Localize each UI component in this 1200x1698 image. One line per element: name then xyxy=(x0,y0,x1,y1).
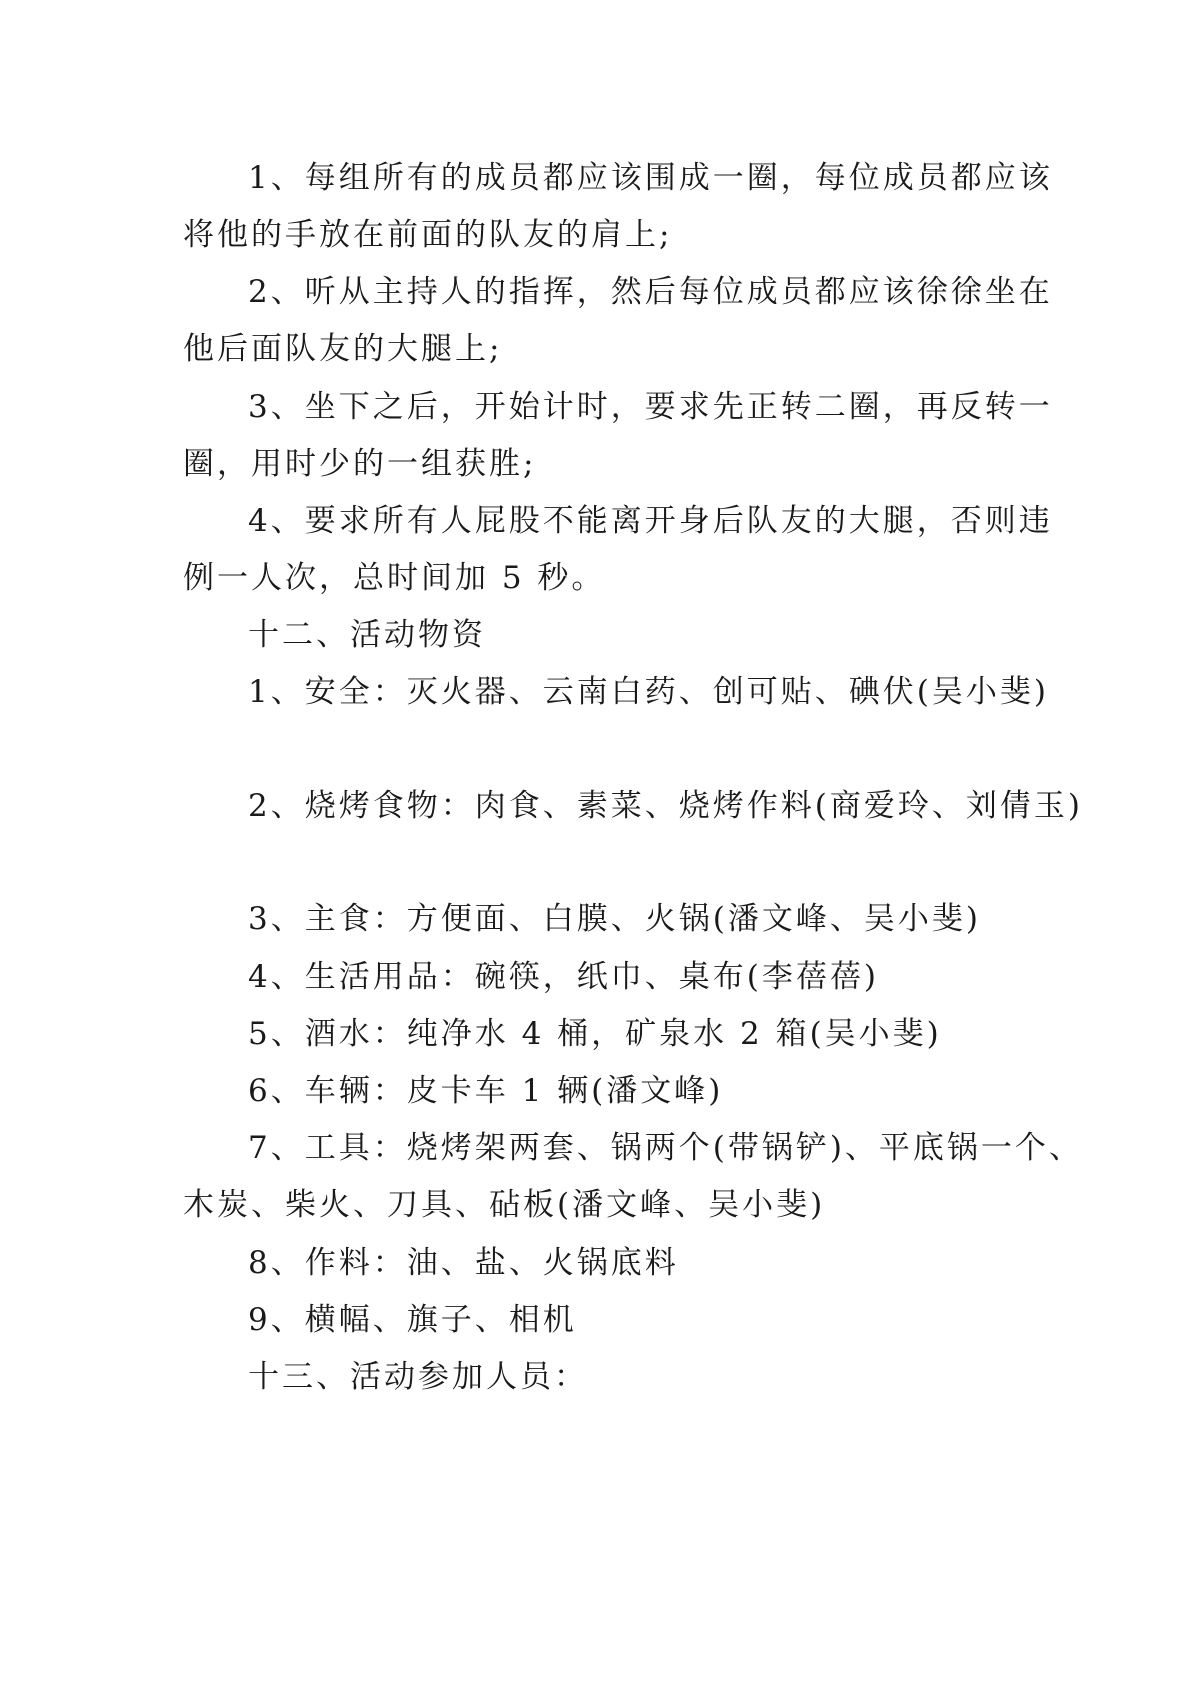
supply-item-6: 6、车辆：皮卡车 1 辆(潘文峰) xyxy=(248,1073,724,1109)
rule-4-line-2: 例一人次，总时间加 5 秒。 xyxy=(183,560,606,596)
rule-2-line-1: 2、听从主持人的指挥，然后每位成员都应该徐徐坐在 xyxy=(248,274,1053,310)
supply-item-2: 2、烧烤食物：肉食、素菜、烧烤作料(商爱玲、刘倩玉) xyxy=(248,788,1083,824)
rule-2-line-2: 他后面队友的大腿上; xyxy=(183,331,503,367)
rule-4-line-1: 4、要求所有人屁股不能离开身后队友的大腿，否则违 xyxy=(248,503,1053,539)
section-13-heading: 十三、活动参加人员： xyxy=(248,1359,588,1395)
supply-item-3: 3、主食：方便面、白膜、火锅(潘文峰、吴小斐) xyxy=(248,901,981,937)
supply-item-7-line-1: 7、工具：烧烤架两套、锅两个(带锅铲)、平底锅一个、 xyxy=(248,1130,1083,1166)
section-12-heading: 十二、活动物资 xyxy=(248,617,486,653)
supply-item-5: 5、酒水：纯净水 4 桶，矿泉水 2 箱(吴小斐) xyxy=(248,1016,942,1052)
rule-3-line-1: 3、坐下之后，开始计时，要求先正转二圈，再反转一 xyxy=(248,389,1053,425)
supply-item-7-line-2: 木炭、柴火、刀具、砧板(潘文峰、吴小斐) xyxy=(183,1187,826,1223)
rule-1-line-2: 将他的手放在前面的队友的肩上; xyxy=(183,217,673,253)
supply-item-4: 4、生活用品：碗筷，纸巾、桌布(李蓓蓓) xyxy=(248,959,879,995)
supply-item-1: 1、安全：灭火器、云南白药、创可贴、碘伏(吴小斐) xyxy=(248,674,1049,710)
supply-item-8: 8、作料：油、盐、火锅底料 xyxy=(248,1245,679,1281)
rule-1-line-1: 1、每组所有的成员都应该围成一圈，每位成员都应该 xyxy=(248,160,1053,196)
supply-item-9: 9、横幅、旗子、相机 xyxy=(248,1302,577,1338)
rule-3-line-2: 圈，用时少的一组获胜; xyxy=(183,446,537,482)
